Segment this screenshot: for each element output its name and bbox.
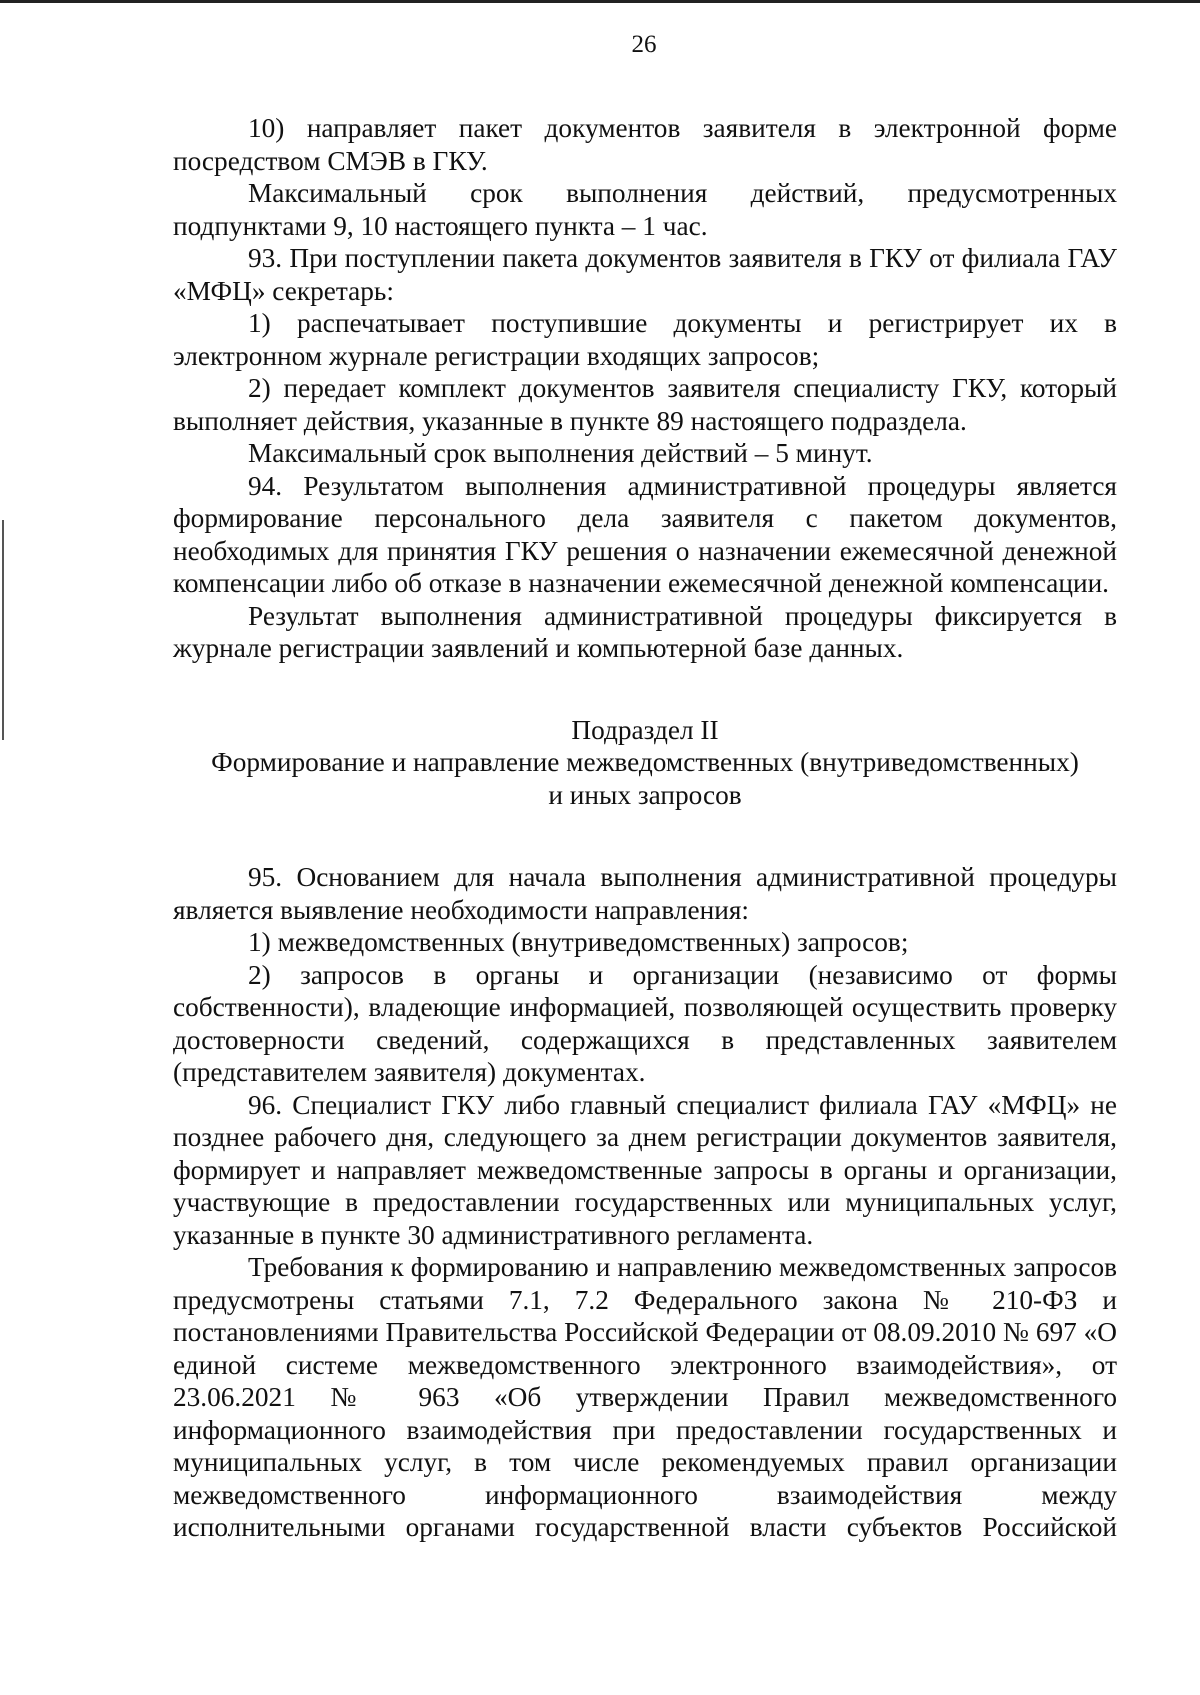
paragraph-10: 10) направляет пакет документов заявителя в электронной форме посредством СМЭВ в ГКУ. bbox=[173, 113, 1117, 176]
paragraph-93-1: 1) распечатывает поступившие документы и регистрирует их в электронном журнале регистрации входящих запросов; bbox=[173, 308, 1117, 371]
section-title-line-1: Формирование и направление межведомственных (внутриведомственных) bbox=[211, 747, 1079, 777]
section-label: Подраздел II bbox=[571, 714, 719, 745]
left-margin-mark bbox=[2, 520, 4, 740]
paragraph-max-time-1h: Максимальный срок выполнения действий, предусмотренных подпунктами 9, 10 настоящего пункта – 1 час. bbox=[173, 178, 1117, 241]
paragraph-max-time-5min: Максимальный срок выполнения действий – 5 минут. bbox=[248, 438, 873, 468]
paragraph-result: Результат выполнения административной процедуры фиксируется в журнале регистрации заявлений и компьютерной базе данных. bbox=[173, 600, 1117, 663]
paragraph-requirements: Требования к формированию и направлению межведомственных запросов предусмотрены статьями 7.1, 7.2 Федерального закона № 210-ФЗ и постановлениями Правительства Российской Федерации от 08.09.2010 № 697 «О единой системе межведомственного электронного взаимодействия», от 23.06.2021 № 963 «Об утверждении Правил межведомственного информационного взаимодействия при предоставлении государственных и муниципальных услуг, в том числе рекомендуемых правил организации межведомственного информационного взаимодействия между исполнительными органами государственной власти субъектов Российской bbox=[173, 1252, 1117, 1542]
section-title-line-2: и иных запросов bbox=[548, 779, 742, 810]
paragraph-93-2: 2) передает комплект документов заявителя специалисту ГКУ, который выполняет действия, указанные в пункте 89 настоящего подраздела. bbox=[173, 373, 1117, 436]
page-number: 26 bbox=[631, 31, 657, 58]
paragraph-95: 95. Основанием для начала выполнения административной процедуры является выявление необходимости направления: bbox=[173, 862, 1117, 925]
paragraph-95-2: 2) запросов в органы и организации (независимо от формы собственности), владеющие информацией, позволяющей осуществить проверку достоверности сведений, содержащихся в представленных заявителем (представителем заявителя) документах. bbox=[173, 959, 1117, 1087]
section-heading bbox=[173, 714, 1117, 812]
paragraph-94: 94. Результатом выполнения административной процедуры является формирование персонального дела заявителя с пакетом документов, необходимых для принятия ГКУ решения о назначении ежемесячной денежной компенсации либо об отказе в назначении ежемесячной денежной компенсации. bbox=[173, 470, 1117, 598]
top-border-line bbox=[0, 0, 1200, 3]
paragraph-95-1: 1) межведомственных (внутриведомственных) запросов; bbox=[248, 927, 909, 957]
paragraph-96: 96. Специалист ГКУ либо главный специалист филиала ГАУ «МФЦ» не позднее рабочего дня, следующего за днем регистрации документов заявителя, формирует и направляет межведомственные запросы в органы и организации, участвующие в предоставлении государственных или муниципальных услуг, указанные в пункте 30 административного регламента. bbox=[173, 1089, 1117, 1250]
paragraph-93: 93. При поступлении пакета документов заявителя в ГКУ от филиала ГАУ «МФЦ» секретарь: bbox=[173, 243, 1117, 306]
document-body bbox=[173, 112, 1117, 1544]
